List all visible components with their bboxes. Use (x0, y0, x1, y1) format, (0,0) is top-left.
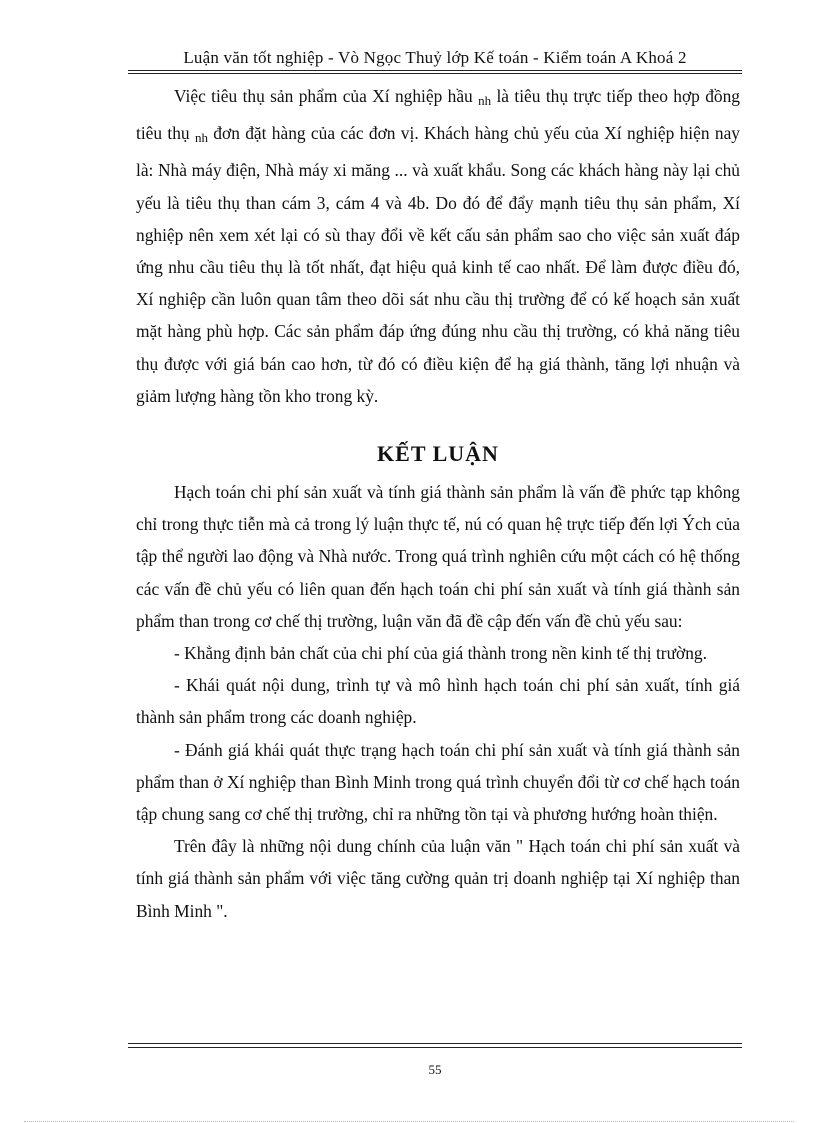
header-rule-bottom (128, 73, 742, 74)
running-header: Luận văn tốt nghiệp - Vò Ngọc Thuỷ lớp Kế toán - Kiểm toán A Khoá 2 (183, 48, 687, 67)
paragraph-conclusion-1: Hạch toán chi phí sản xuất và tính giá thành sản phẩm là vấn đề phức tạp không chỉ trong thực tiễn mà cả trong lý luận thực tế, nú có quan hệ trực tiếp đến lợi Ých của tập thể người lao động và Nhà nước. Trong quá trình nghiên cứu một cách có hệ thống các vấn đề chủ yếu có liên quan đến hạch toán chi phí sản xuất và tính giá thành sản phẩm than trong cơ chế thị trường, luận văn đã đề cập đến vấn đề chủ yếu sau: (136, 482, 740, 631)
intro-text-3: đơn đặt hàng của các đơn vị. Khách hàng chủ yếu của Xí nghiệp hiện nay là: Nhà máy điện, Nhà máy xi măng ... và xuất khẩu. Song các khách hàng này lại chủ yếu là tiêu thụ than cám 3, cám 4 và 4b. Do đó để đẩy mạnh tiêu thụ sản phẩm, Xí nghiệp nên xem xét lại có sù thay đổi về kết cấu sản phẩm sao cho việc sản xuất đáp ứng nhu cầu tiêu thụ là tốt nhất, đạt hiệu quả kinh tế cao nhất. Để làm được điều đó, Xí nghiệp cần luôn quan tâm theo dõi sát nhu cầu thị trường để có kế hoạch sản xuất mặt hàng phù hợp. Các sản phẩm đáp ứng đúng nhu cầu thị trường, có khả năng tiêu thụ được với giá bán cao hơn, từ đó có điều kiện để hạ giá thành, tăng lợi nhuận và giảm lượng hàng tồn kho trong kỳ. (136, 123, 740, 406)
paragraph-conclusion-4: - Đánh giá khái quát thực trạng hạch toán chi phí sản xuất và tính giá thành sản phẩm than ở Xí nghiệp than Bình Minh trong quá trình chuyển đổi từ cơ chế hạch toán tập chung sang cơ chế thị trường, chỉ ra những tồn tại và phương hướng hoàn thiện. (136, 739, 740, 825)
intro-text-1: Việc tiêu thụ sản phẩm của Xí nghiệp hầu (174, 86, 479, 106)
page-number: 55 (428, 1062, 442, 1077)
paragraph-conclusion-5: Trên đây là những nội dung chính của luận văn " Hạch toán chi phí sản xuất và tính giá thành sản phẩm với việc tăng cường quản trị doanh nghiệp tại Xí nghiệp than Bình Minh ". (136, 836, 740, 921)
intro-fragment-1: nh (478, 93, 492, 108)
header-rule-top (128, 70, 742, 71)
footer-rule-bottom (128, 1047, 742, 1048)
footer-rule-top (128, 1043, 742, 1044)
page-body (136, 80, 740, 927)
intro-fragment-2: nh (194, 130, 208, 146)
intro-text-2: là tiêu thụ trực tiếp theo hợp đồng tiêu thụ (136, 86, 740, 144)
paragraph-conclusion-3: - Khái quát nội dung, trình tự và mô hình hạch toán chi phí sản xuất, tính giá thành sản phẩm trong các doanh nghiệp. (136, 675, 740, 728)
paragraph-conclusion-2: - Khẳng định bản chất của chi phí của giá thành trong nền kinh tế thị trường. (174, 643, 707, 664)
page-edge-divider (24, 1121, 794, 1122)
paragraph-intro (136, 80, 740, 412)
section-title: KẾT LUẬN (377, 441, 499, 467)
